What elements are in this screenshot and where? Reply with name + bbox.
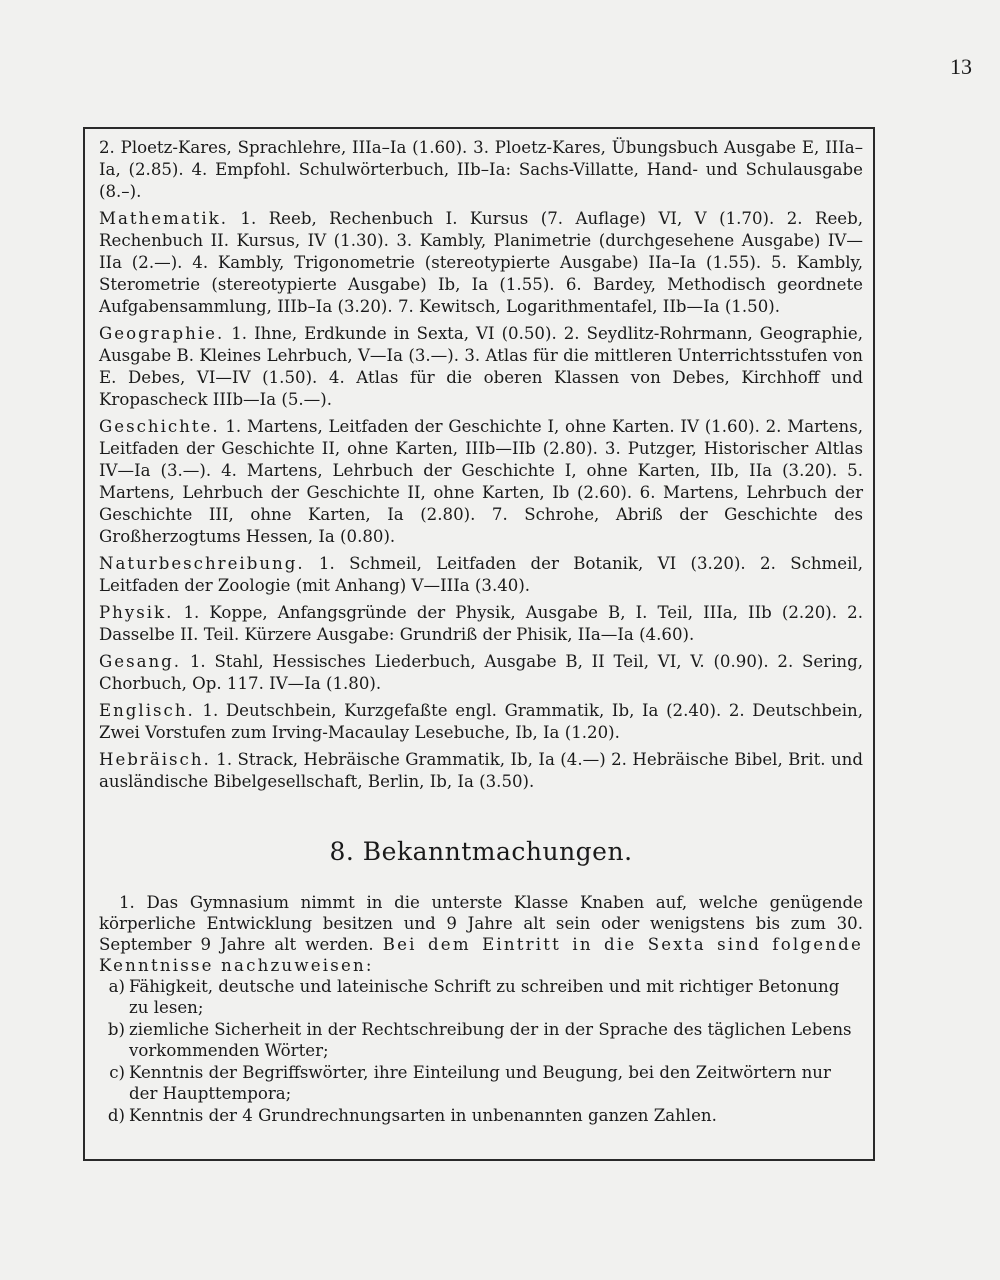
page-number: 13 <box>950 54 972 79</box>
book-list-entry-mathematik <box>99 208 863 318</box>
requirements-list <box>99 976 863 1126</box>
requirement-text: Fähigkeit, deutsche und lateinische Schrift zu schreiben und mit richtiger Betonung zu lesen; <box>129 977 840 1017</box>
requirement-label: a) <box>108 977 125 996</box>
requirement-label: d) <box>107 1106 125 1125</box>
book-list-entry-languages <box>99 137 863 203</box>
book-list-entry-gesang <box>99 651 863 695</box>
entry-text: 1. Strack, Hebräische Grammatik, Ib, Ia (4.—) 2. Hebräische Bibel, Brit. und ausländische Bibelgesellschaft, Berlin, Ib, Ia (3.50). <box>99 750 863 791</box>
section-heading: 8. Bekanntmachungen. <box>329 837 633 866</box>
entry-text: 2. Ploetz-Kares, Sprachlehre, IIIa–Ia (1.60). 3. Ploetz-Kares, Übungsbuch Ausgabe E, IIIa–Ia, (2.85). 4. Empfohl. Schulwörterbuch, IIb–Ia: Sachs-Villatte, Hand- und Schulausgabe (8.–). <box>99 138 863 201</box>
book-list-entry-hebraeisch <box>99 749 863 793</box>
entry-text: 1. Ihne, Erdkunde in Sexta, VI (0.50). 2. Seydlitz-Rohrmann, Geographie, Ausgabe B. Kleines Lehrbuch, V—Ia (3.—). 3. Atlas für die mittleren Unterrichtsstufen von E. Debes, VI—IV (1.50). 4. Atlas für die oberen Klassen von Debes, Kirchhoff und Kropascheck IIIb—Ia (5.—). <box>99 324 863 409</box>
book-list-entry-geschichte <box>99 416 863 548</box>
entry-subject: Englisch. <box>99 701 195 720</box>
entry-subject: Geographie. <box>99 324 225 343</box>
entry-subject: Physik. <box>99 603 174 622</box>
entry-subject: Gesang. <box>99 652 182 671</box>
requirement-label: b) <box>107 1020 125 1039</box>
requirement-text: ziemliche Sicherheit in der Rechtschreibung der in der Sprache des täglichen Lebens vorkommenden Wörter; <box>129 1020 852 1060</box>
announcement-intro: 1. Das Gymnasium nimmt in die unterste Klasse Knaben auf, welche genügende körperliche Entwicklung besitzen und 9 Jahre alt sein oder wenigstens bis zum 30. September 9 Jahre alt werden. <box>99 893 863 954</box>
entry-subject: Geschichte. <box>99 417 220 436</box>
requirement-item <box>99 1062 863 1104</box>
requirement-text: Kenntnis der 4 Grundrechnungsarten in unbenannten ganzen Zahlen. <box>129 1106 717 1125</box>
requirement-item <box>99 976 863 1018</box>
requirement-item <box>99 1105 863 1126</box>
book-list-entry-naturbeschreibung <box>99 553 863 597</box>
book-list-entry-physik <box>99 602 863 646</box>
entry-text: 1. Stahl, Hessisches Liederbuch, Ausgabe B, II Teil, VI, V. (0.90). 2. Sering, Chorbuch, Op. 117. IV—Ia (1.80). <box>99 652 863 693</box>
entry-text: 1. Reeb, Rechenbuch I. Kursus (7. Auflage) VI, V (1.70). 2. Reeb, Rechenbuch II. Kursus, IV (1.30). 3. Kambly, Planimetrie (durchgesehene Ausgabe) IV—IIa (2.—). 4. Kambly, Trigonometrie (stereotypierte Ausgabe) IIa–Ia (1.55). 5. Kambly, Sterometrie (stereotypierte Ausgabe) Ib, Ia (1.55). 6. Bardey, Methodisch geordnete Aufgabensammlung, IIIb–Ia (3.20). 7. Kewitsch, Logarithmentafel, IIb—Ia (1.50). <box>99 209 863 316</box>
entry-subject: Naturbeschreibung. <box>99 554 305 573</box>
entry-text: 1. Schmeil, Leitfaden der Botanik, VI (3.20). 2. Schmeil, Leitfaden der Zoologie (mit Anhang) V—IIIa (3.40). <box>99 554 863 595</box>
requirement-text: Kenntnis der Begriffswörter, ihre Einteilung und Beugung, bei den Zeitwörtern nur der Haupttempora; <box>129 1063 831 1103</box>
announcement-emphasis: Bei dem Eintritt in die Sexta sind folgende Kenntnisse nachzuweisen: <box>99 935 863 975</box>
page-frame <box>83 127 875 1161</box>
announcement-paragraph <box>99 892 863 976</box>
entry-subject: Hebräisch. <box>99 750 211 769</box>
entry-subject: Mathematik. <box>99 209 228 228</box>
entry-text: 1. Koppe, Anfangsgründe der Physik, Ausgabe B, I. Teil, IIIa, IIb (2.20). 2. Dasselbe II. Teil. Kürzere Ausgabe: Grundriß der Phisik, IIa—Ia (4.60). <box>99 603 863 644</box>
entry-text: 1. Martens, Leitfaden der Geschichte I, ohne Karten. IV (1.60). 2. Martens, Leitfaden der Geschichte II, ohne Karten, IIIb—IIb (2.80). 3. Putzger, Historischer Altlas IV—Ia (3.—). 4. Martens, Lehrbuch der Geschichte I, ohne Karten, IIb, IIa (3.20). 5. Martens, Lehrbuch der Geschichte II, ohne Karten, Ib (2.60). 6. Martens, Lehrbuch der Geschichte III, ohne Karten, Ia (2.80). 7. Schrohe, Abriß der Geschichte des Großherzogtums Hessen, Ia (0.80). <box>99 417 863 546</box>
book-list-entry-geographie <box>99 323 863 411</box>
book-list-entry-englisch <box>99 700 863 744</box>
requirement-label: c) <box>109 1063 125 1082</box>
requirement-item <box>99 1019 863 1061</box>
entry-text: 1. Deutschbein, Kurzgefaßte engl. Grammatik, Ib, Ia (2.40). 2. Deutschbein, Zwei Vorstufen zum Irving-Macaulay Lesebuche, Ib, Ia (1.20). <box>99 701 863 742</box>
